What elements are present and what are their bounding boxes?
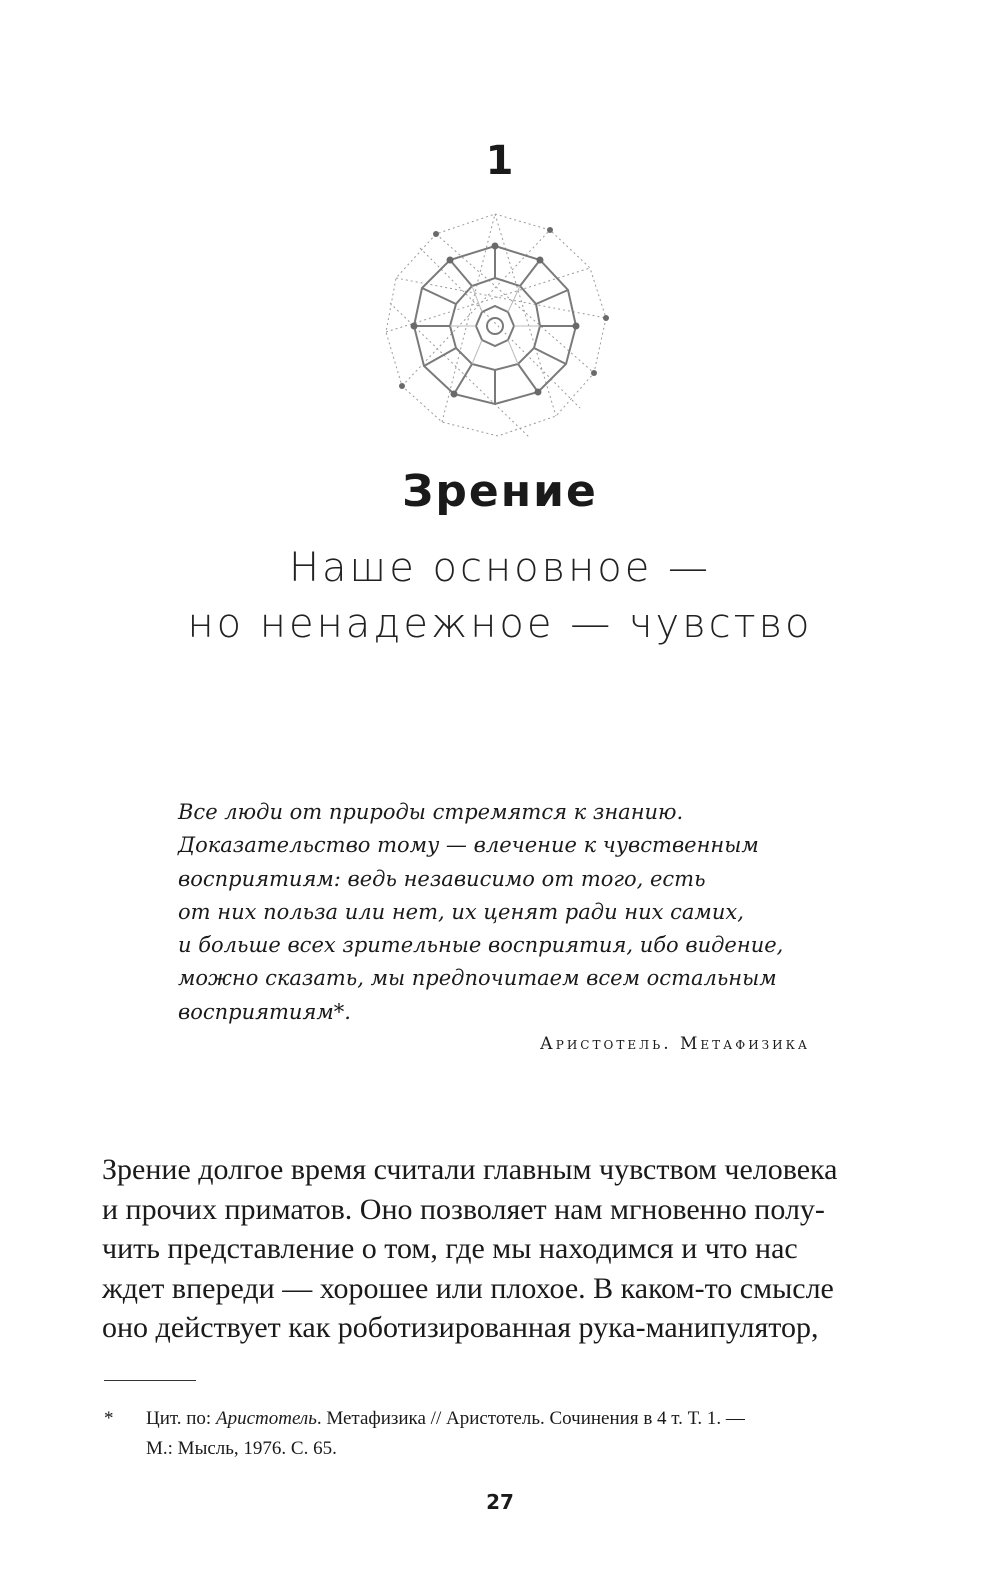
epigraph-line: Доказательство тому — влечение к чувственным [178,833,759,858]
epigraph-line: Все люди от природы стремятся к знанию. [178,800,684,824]
footnote-prefix: Цит. по: [146,1408,216,1429]
epigraph-line: можно сказать, мы предпочитаем всем остальным [178,966,777,991]
body-paragraph [102,1150,902,1348]
footnote-line [146,1404,906,1434]
body-line: и прочих приматов. Оно позволяет нам мгновенно полу- [102,1192,825,1226]
body-line: чить представление о том, где мы находимся и что нас [102,1232,798,1265]
geometric-polyhedron-icon [380,208,610,444]
footnote-line: М.: Мысль, 1976. С. 65. [146,1438,337,1459]
body-line: ждет впереди — хорошее или плохое. В каком-то смысле [102,1271,834,1305]
body-line: Зрение долгое время считали главным чувством человека [102,1153,838,1186]
chapter-title: Зрение [402,466,598,517]
epigraph-line: восприятиям*. [178,999,351,1024]
epigraph-source: Аристотель. Метафизика [539,1034,810,1054]
body-line: оно действует как роботизированная рука-манипулятор, [102,1311,819,1344]
page-number: 27 [486,1490,514,1514]
epigraph [178,796,828,1029]
footnote-citation: . Метафизика // Аристотель. Сочинения в 4 т. Т. 1. — [316,1408,745,1429]
chapter-subtitle [0,540,1000,652]
footnote-text [146,1404,906,1464]
chapter-number: 1 [485,138,515,184]
epigraph-line: от них польза или нет, их ценят ради них самих, [178,899,744,924]
footnote-author: Аристотель [215,1408,317,1429]
subtitle-line: Наше основное — [288,545,712,591]
epigraph-line: восприятиям: ведь независимо от того, есть [178,866,706,891]
subtitle-line: но ненадежное — чувство [187,601,813,647]
epigraph-line: и больше всех зрительные восприятия, ибо видение, [178,933,784,958]
footnote-mark: * [104,1408,114,1429]
footnote-divider [104,1380,196,1381]
